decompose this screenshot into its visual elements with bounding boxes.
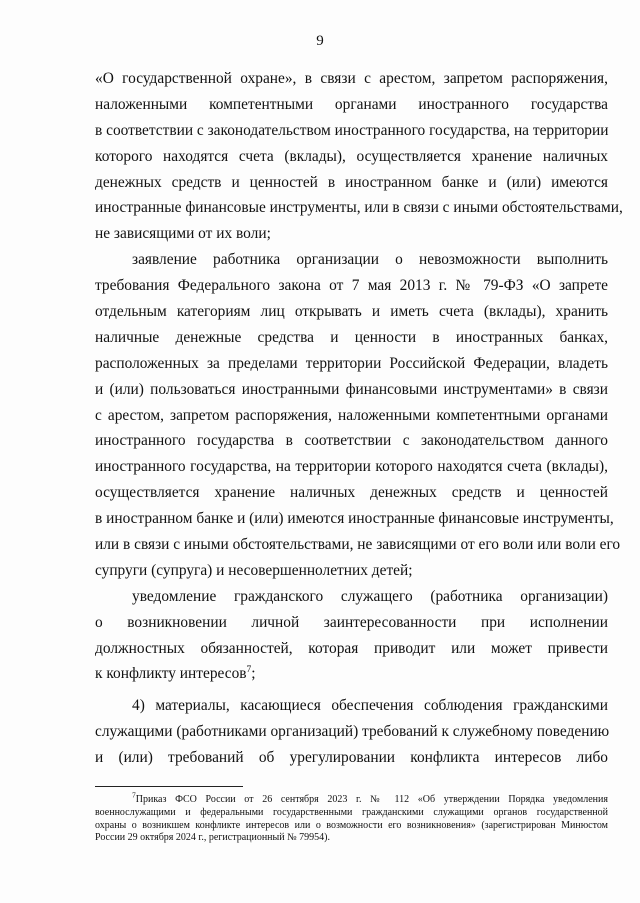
footnote-line	[95, 820, 608, 833]
body-line	[95, 221, 608, 247]
body-line	[95, 66, 608, 92]
body-line	[95, 377, 608, 403]
body-line	[95, 610, 608, 636]
punctuation: ;	[251, 665, 256, 683]
body-line-text: о возникновении личной заинтересованности при исполнении	[95, 613, 608, 631]
body-line	[95, 532, 621, 558]
body-line	[95, 636, 608, 662]
body-line	[95, 273, 608, 299]
footnote-line-text: военнослужащими и федеральными государственными гражданскими служащими органов государственной	[95, 806, 608, 818]
body-line-text: уведомление гражданского служащего (работника организации)	[132, 587, 608, 605]
footnote-line	[95, 832, 608, 845]
body-line	[95, 506, 614, 532]
body-line-text: наложенными компетентными органами иностранного государства	[95, 95, 608, 113]
body-line	[95, 92, 608, 118]
body-line	[95, 195, 623, 221]
footnote-marker: 7	[132, 790, 136, 800]
body-line-text: денежных средств и ценностей в иностранном банке и (или) имеются	[95, 173, 608, 191]
body-line	[95, 351, 608, 377]
body-line-text: к конфликту интересов	[95, 665, 247, 683]
footnote-separator	[95, 786, 243, 787]
body-line-text: «О государственной охране», в связи с арестом, запретом распоряжения,	[95, 70, 608, 87]
body-line-text: иностранные финансовые инструменты, или в связи с иными обстоятельствами,	[95, 199, 623, 217]
footnote	[95, 790, 608, 845]
body-line-text: отдельным категориям лиц открывать и иметь счета (вклады), хранить	[95, 303, 608, 321]
body-line-text: и (или) требований об урегулировании конфликта интересов либо	[95, 749, 608, 767]
body-line-text: которого находятся счета (вклады), осуществляется хранение наличных	[95, 147, 608, 165]
page-number: 9	[316, 33, 324, 49]
footnote-reference: 7	[246, 664, 252, 676]
body-line	[95, 661, 608, 687]
body-line	[95, 454, 608, 480]
body-line-text: заявление работника организации о невозможности выполнить	[132, 251, 608, 269]
footnote-line-text: Приказ ФСО России от 26 сентября 2023 г. № 112 «Об утверждении Порядка уведомления	[135, 794, 608, 805]
body-line	[95, 299, 608, 325]
body-line-text: требования Федерального закона от 7 мая 2013 г. № 79-ФЗ «О запрете	[95, 277, 608, 295]
footnote-line	[95, 790, 608, 807]
body-line-text: служащими (работниками организаций) требований к служебному поведению	[95, 723, 610, 741]
body-line-text: должностных обязанностей, которая приводит или может привести	[95, 639, 608, 657]
body-line	[95, 247, 608, 273]
footnote-line-text: охраны о возникшем конфликте интересов или о возможности его возникновения» (зарегистрирован Минюстом	[95, 819, 608, 831]
body-line	[95, 118, 608, 144]
body-line	[95, 558, 608, 584]
body-line-text: 4) материалы, касающиеся обеспечения соблюдения гражданскими	[132, 697, 608, 715]
body-line-text: с арестом, запретом распоряжения, наложенными компетентными органами	[95, 406, 608, 424]
body-line	[95, 480, 608, 506]
body-line-text: не зависящими от их воли;	[95, 225, 271, 243]
body-line	[95, 745, 608, 771]
body-line-text: наличные денежные средства и ценности в иностранных банках,	[95, 328, 608, 346]
body-line	[95, 428, 608, 454]
body-line	[95, 325, 608, 351]
body-line-text: иностранного государства, на территории которого находятся счета (вклады),	[95, 458, 608, 476]
body-line-text: в иностранном банке и (или) имеются иностранные финансовые инструменты,	[95, 510, 614, 528]
body-line	[95, 403, 608, 429]
body-line	[95, 693, 608, 719]
body-line-text: в соответствии с законодательством иностранного государства, на территории	[95, 121, 609, 139]
body-line	[95, 144, 608, 170]
body-line-text: расположенных за пределами территории Российской Федерации, владеть	[95, 354, 608, 372]
body-line	[95, 719, 608, 745]
footnote-line-text: России 29 октября 2024 г., регистрационный № 79954).	[95, 832, 330, 844]
body-line-text: и (или) пользоваться иностранными финансовыми инструментами» в связи	[95, 380, 608, 398]
body-line-text: или в связи с иными обстоятельствами, не зависящими от его воли или воли его	[95, 536, 621, 554]
footnote-line	[95, 807, 608, 820]
body-line-text: иностранного государства в соответствии с законодательством данного	[95, 432, 608, 450]
body-line	[95, 584, 608, 610]
body-line-text: осуществляется хранение наличных денежных средств и ценностей	[95, 484, 608, 502]
body-text	[95, 66, 623, 771]
body-line-text: супруги (супруга) и несовершеннолетних детей;	[95, 561, 413, 579]
body-line	[95, 170, 608, 196]
